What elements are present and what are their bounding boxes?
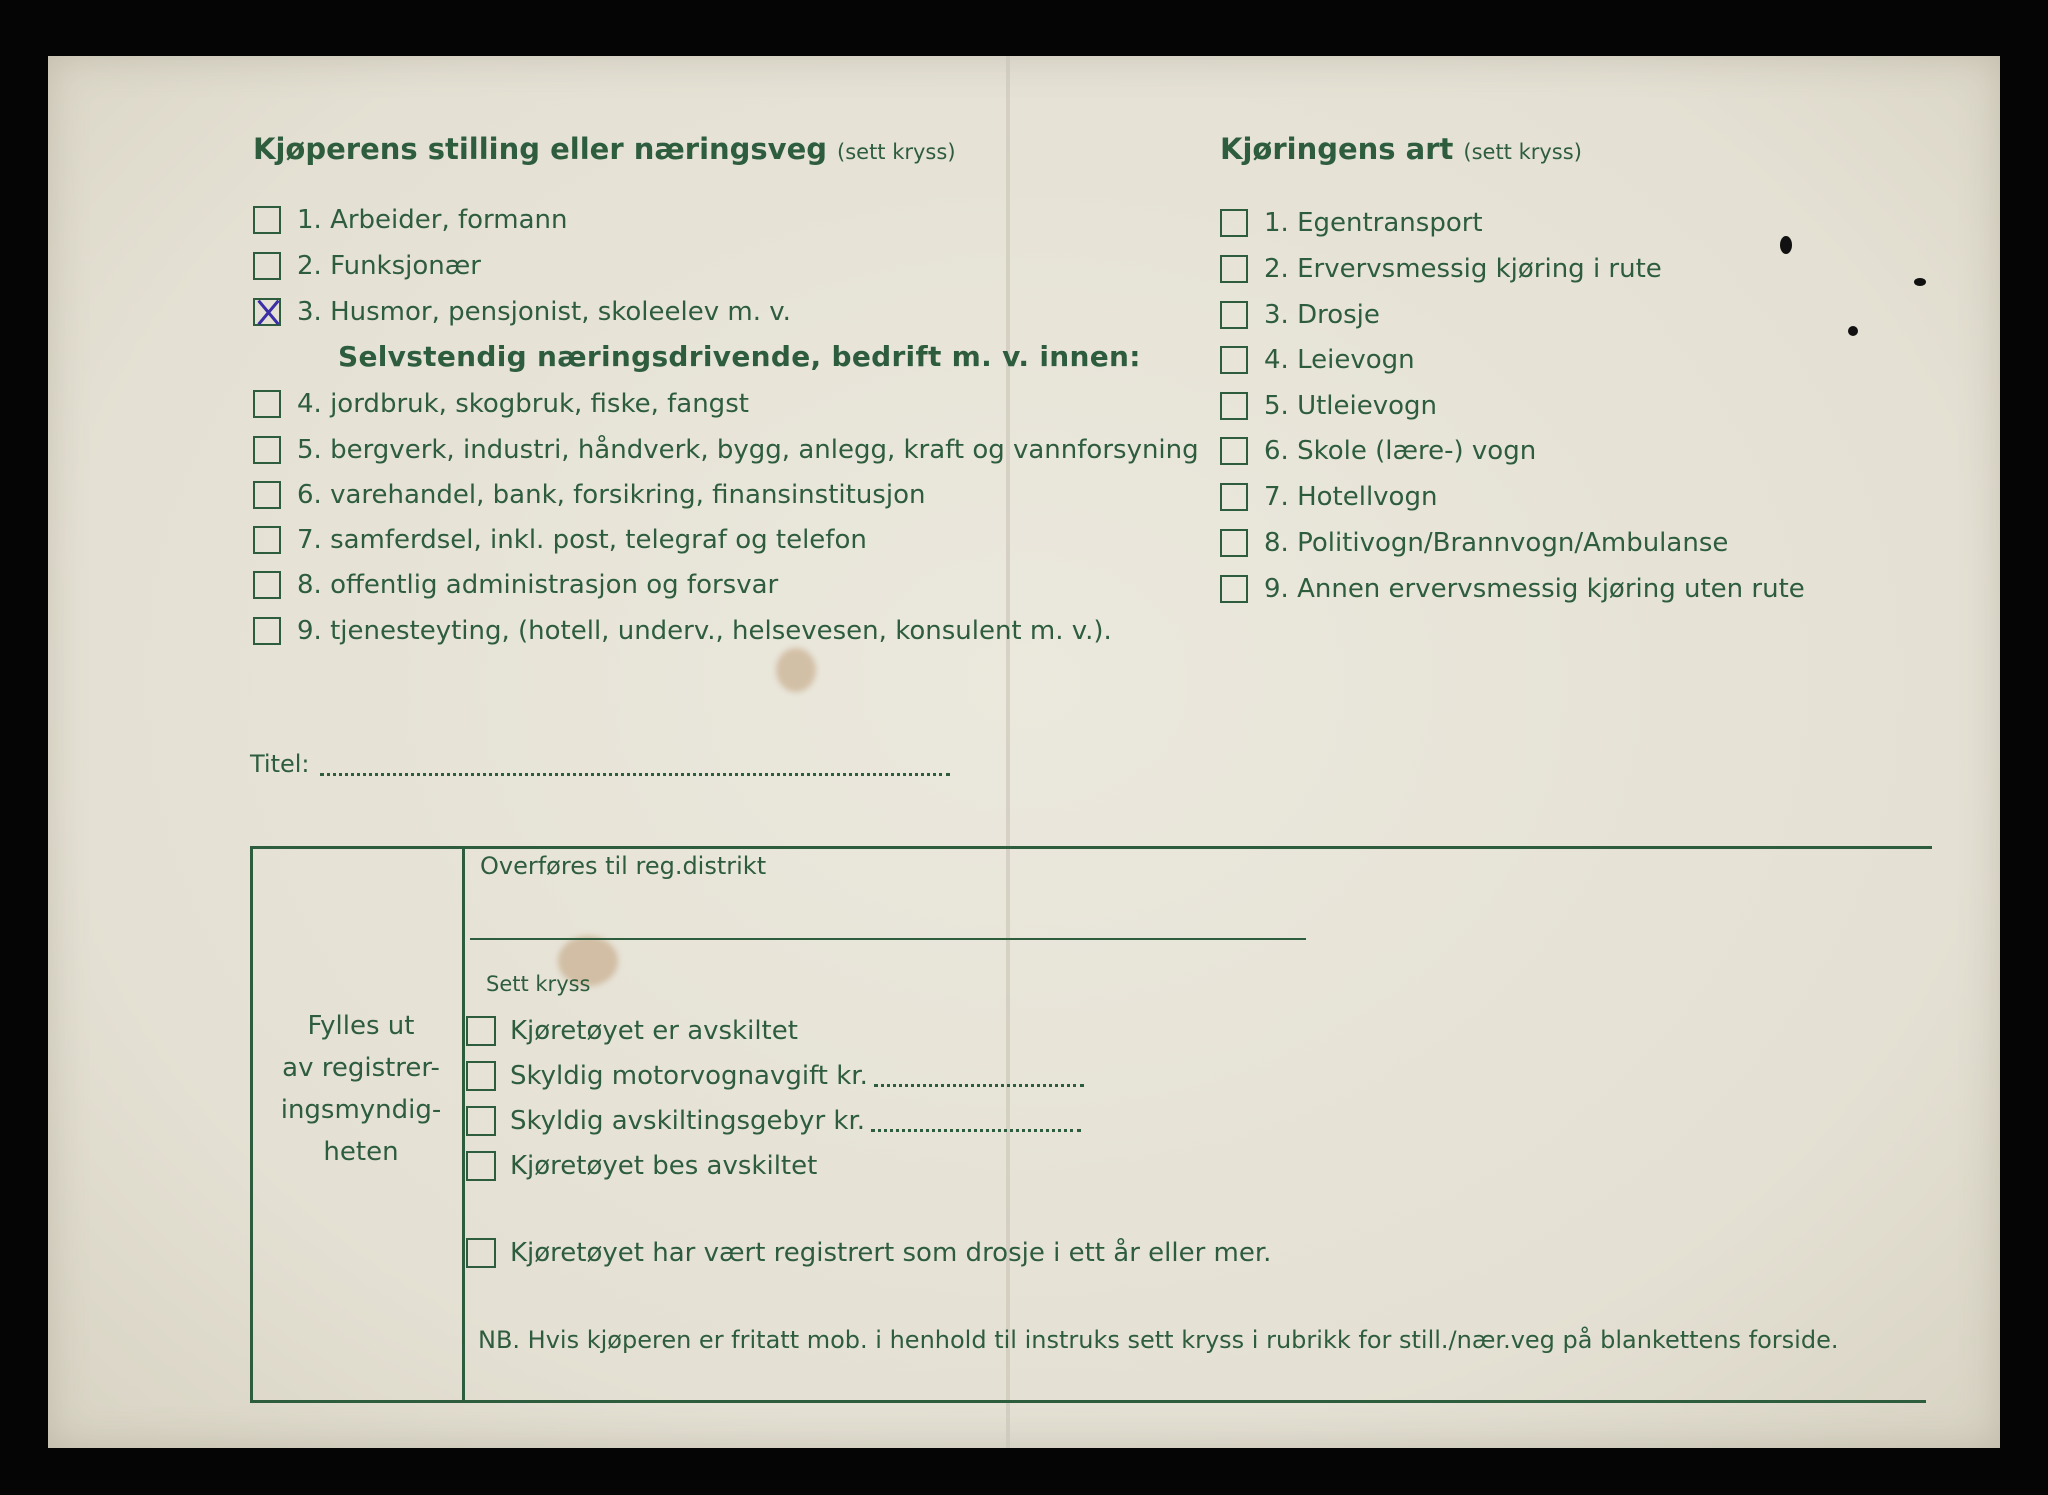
- amount-field[interactable]: [874, 1066, 1084, 1087]
- driving-option-9[interactable]: [1220, 574, 1805, 604]
- option-label: 6. varehandel, bank, forsikring, finansinstitusjon: [297, 480, 926, 510]
- checkbox[interactable]: [1220, 209, 1248, 237]
- checkbox[interactable]: [253, 390, 281, 418]
- side-label-line: ingsmyndig-: [280, 1095, 442, 1125]
- registry-option-motorvognavgift[interactable]: [466, 1061, 1084, 1091]
- side-label-line: Fylles ut: [307, 1011, 415, 1041]
- driving-option-3[interactable]: [1220, 300, 1380, 330]
- option-label: 2. Ervervsmessig kjøring i rute: [1264, 254, 1662, 284]
- registry-option-drosje[interactable]: [466, 1238, 1271, 1268]
- checkbox[interactable]: [1220, 255, 1248, 283]
- checkbox[interactable]: [1220, 483, 1248, 511]
- option-label: 7. samferdsel, inkl. post, telegraf og telefon: [297, 525, 867, 555]
- option-label: Skyldig motorvognavgift kr.: [510, 1061, 868, 1091]
- checkbox[interactable]: [1220, 392, 1248, 420]
- checkbox[interactable]: [1220, 529, 1248, 557]
- heading-text: Kjøperens stilling eller næringsveg: [253, 132, 828, 166]
- ink-spot: [1914, 278, 1926, 286]
- driving-option-1[interactable]: [1220, 208, 1483, 238]
- registry-authority-label: [258, 1005, 464, 1173]
- titel-field[interactable]: [320, 773, 950, 776]
- transfer-district-field[interactable]: [470, 938, 1306, 940]
- sett-kryss-label: Sett kryss: [486, 972, 591, 996]
- driving-option-6[interactable]: [1220, 436, 1536, 466]
- option-label: 6. Skole (lære-) vogn: [1264, 436, 1537, 466]
- option-label: 1. Arbeider, formann: [297, 205, 568, 235]
- checkbox[interactable]: [466, 1106, 496, 1136]
- option-label: 8. offentlig administrasjon og forsvar: [297, 570, 779, 600]
- titel-label: Titel:: [250, 750, 310, 778]
- checkbox[interactable]: [253, 436, 281, 464]
- heading-note: (sett kryss): [1463, 140, 1582, 164]
- option-label: Skyldig avskiltingsgebyr kr.: [510, 1106, 866, 1136]
- checkbox-checked[interactable]: [253, 298, 281, 326]
- registry-option-avskiltingsgebyr[interactable]: [466, 1106, 1081, 1136]
- driving-option-8[interactable]: [1220, 528, 1728, 558]
- checkbox[interactable]: [253, 617, 281, 645]
- checkbox[interactable]: [253, 526, 281, 554]
- registry-option-bes-avskiltet[interactable]: [466, 1151, 817, 1181]
- nb-note: NB. Hvis kjøperen er fritatt mob. i henhold til instruks sett kryss i rubrikk for still./nær.veg på blankettens forside.: [478, 1326, 1839, 1354]
- option-label: 3. Husmor, pensjonist, skoleelev m. v.: [297, 297, 791, 327]
- option-label: 8. Politivogn/Brannvogn/Ambulanse: [1264, 528, 1729, 558]
- checkbox[interactable]: [466, 1061, 496, 1091]
- checkbox[interactable]: [253, 206, 281, 234]
- option-label: Kjøretøyet har vært registrert som drosje i ett år eller mer.: [510, 1238, 1272, 1268]
- option-label: 4. jordbruk, skogbruk, fiske, fangst: [297, 389, 749, 419]
- registry-option-avskiltet[interactable]: [466, 1016, 798, 1046]
- side-label-line: heten: [323, 1137, 399, 1167]
- checkbox[interactable]: [466, 1016, 496, 1046]
- checkbox[interactable]: [466, 1238, 496, 1268]
- checkbox[interactable]: [1220, 575, 1248, 603]
- checkbox[interactable]: [253, 252, 281, 280]
- transfer-district-label: Overføres til reg.distrikt: [480, 852, 767, 880]
- stain: [776, 648, 816, 692]
- option-label: 9. tjenesteyting, (hotell, underv., helsevesen, konsulent m. v.).: [297, 616, 1112, 646]
- occupation-option-7[interactable]: [253, 525, 867, 555]
- option-label: 5. Utleievogn: [1264, 391, 1438, 421]
- ink-spot: [1848, 326, 1858, 336]
- amount-field[interactable]: [871, 1111, 1081, 1132]
- self-employed-subheading: Selvstendig næringsdrivende, bedrift m. v. innen:: [338, 340, 1141, 373]
- option-label: 7. Hotellvogn: [1264, 482, 1438, 512]
- option-label: 9. Annen ervervsmessig kjøring uten rute: [1264, 574, 1805, 604]
- option-label: 5. bergverk, industri, håndverk, bygg, anlegg, kraft og vannforsyning: [297, 435, 1199, 465]
- box-left-border: [250, 846, 253, 1403]
- heading-note: (sett kryss): [837, 140, 956, 164]
- driving-option-7[interactable]: [1220, 482, 1437, 512]
- checkbox[interactable]: [1220, 437, 1248, 465]
- occupation-option-2[interactable]: [253, 251, 481, 281]
- option-label: 4. Leievogn: [1264, 345, 1415, 375]
- checkbox[interactable]: [1220, 346, 1248, 374]
- driving-type-heading: [1220, 132, 1582, 166]
- option-label: Kjøretøyet bes avskiltet: [510, 1151, 818, 1181]
- heading-text: Kjøringens art: [1220, 132, 1454, 166]
- occupation-option-5[interactable]: [253, 435, 1199, 465]
- option-label: Kjøretøyet er avskiltet: [510, 1016, 798, 1046]
- box-bottom-border: [250, 1400, 1926, 1403]
- occupation-option-3[interactable]: [253, 297, 791, 327]
- checkbox[interactable]: [1220, 301, 1248, 329]
- driving-option-5[interactable]: [1220, 391, 1437, 421]
- driving-option-4[interactable]: [1220, 345, 1415, 375]
- occupation-option-4[interactable]: [253, 389, 749, 419]
- option-label: 1. Egentransport: [1264, 208, 1483, 238]
- checkbox[interactable]: [466, 1151, 496, 1181]
- occupation-option-1[interactable]: [253, 205, 568, 235]
- driving-option-2[interactable]: [1220, 254, 1662, 284]
- occupation-option-9[interactable]: [253, 616, 1112, 646]
- ink-spot: [1780, 236, 1792, 254]
- box-top-border: [250, 846, 1932, 849]
- buyer-occupation-heading: [253, 132, 956, 166]
- occupation-option-8[interactable]: [253, 570, 778, 600]
- checkbox[interactable]: [253, 481, 281, 509]
- occupation-option-6[interactable]: [253, 480, 925, 510]
- checkbox[interactable]: [253, 571, 281, 599]
- option-label: 3. Drosje: [1264, 300, 1380, 330]
- option-label: 2. Funksjonær: [297, 251, 481, 281]
- side-label-line: av registrer-: [282, 1053, 440, 1083]
